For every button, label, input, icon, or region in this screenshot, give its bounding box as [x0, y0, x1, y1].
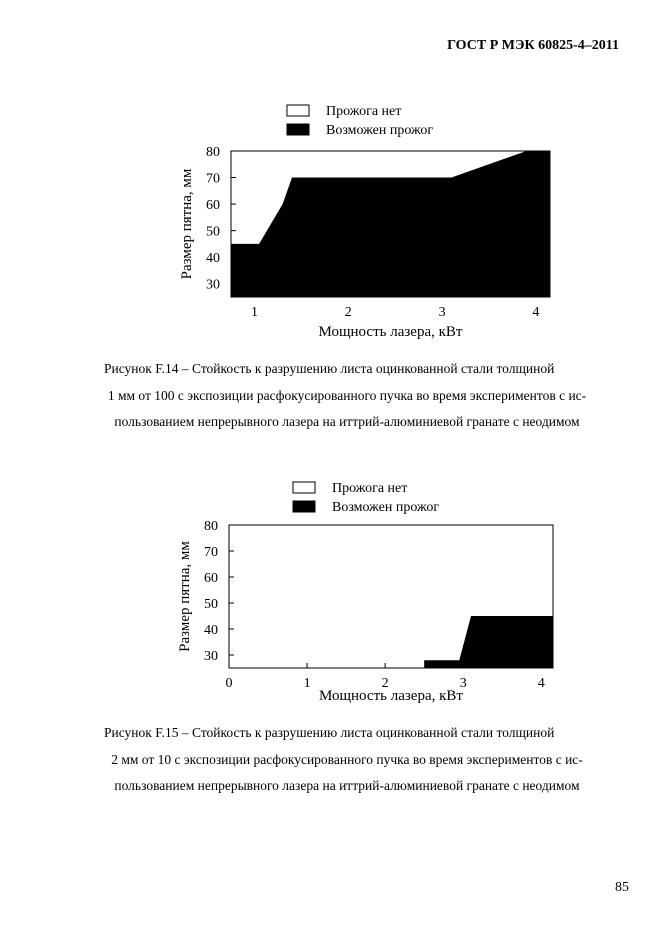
x-tick-label: 3 — [459, 676, 467, 691]
y-axis-label: Размер пятна, мм — [177, 541, 193, 652]
x-tick-label: 3 — [438, 305, 446, 320]
caption-line: пользованием непрерывного лазера на иттрий-алюминиевой гранате с неодимом — [114, 414, 580, 429]
y-tick-label: 50 — [206, 224, 220, 240]
caption-line: пользованием непрерывного лазера на иттрий-алюминиевой гранате с неодимом — [114, 778, 580, 793]
x-tick-label: 2 — [381, 676, 389, 691]
y-tick-label: 40 — [204, 623, 218, 638]
caption-figure-f15 — [62, 720, 632, 800]
caption-line: Рисунок F.14 – Стойкость к разрушению листа оцинкованной стали толщиной — [104, 361, 555, 376]
legend-label-no-burn: Прожога нет — [326, 104, 402, 119]
y-tick-label: 70 — [204, 545, 218, 560]
legend-label-burn: Возможен прожог — [326, 123, 434, 138]
page-number: 85 — [615, 880, 629, 895]
y-tick-label: 70 — [206, 171, 220, 187]
x-axis-label: Мощность лазера, кВт — [318, 324, 463, 340]
document-header: ГОСТ Р МЭК 60825-4–2011 — [447, 38, 619, 53]
y-tick-label: 60 — [206, 198, 220, 214]
x-axis-label: Мощность лазера, кВт — [319, 688, 463, 704]
y-tick-label: 80 — [206, 145, 220, 160]
legend-swatch-no-burn — [293, 482, 315, 493]
x-tick-label: 4 — [537, 676, 545, 691]
y-tick-label: 30 — [206, 277, 220, 293]
y-tick-label: 50 — [204, 597, 218, 612]
x-tick-label: 4 — [532, 305, 540, 320]
x-tick-label: 0 — [225, 676, 233, 691]
caption-line: 2 мм от 10 с экспозиции расфокусированного пучка во время экспериментов с ис- — [111, 751, 583, 767]
legend-label-burn: Возможен прожог — [332, 500, 440, 515]
y-tick-label: 30 — [204, 649, 218, 664]
y-tick-label: 60 — [204, 571, 218, 586]
y-tick-label: 40 — [206, 251, 220, 267]
caption-line: Рисунок F.15 – Стойкость к разрушению листа оцинкованной стали толщиной — [104, 725, 555, 740]
x-tick-label: 1 — [303, 676, 311, 691]
legend-swatch-burn — [293, 501, 315, 512]
y-axis-label: Размер пятна, мм — [179, 168, 195, 280]
x-tick-label: 2 — [344, 305, 352, 320]
x-tick-label: 1 — [250, 305, 258, 320]
caption-line: 1 мм от 100 с экспозиции расфокусированного пучка во время экспериментов с ис- — [107, 387, 587, 403]
y-tick-label: 80 — [204, 519, 218, 534]
legend-label-no-burn: Прожога нет — [332, 481, 408, 496]
